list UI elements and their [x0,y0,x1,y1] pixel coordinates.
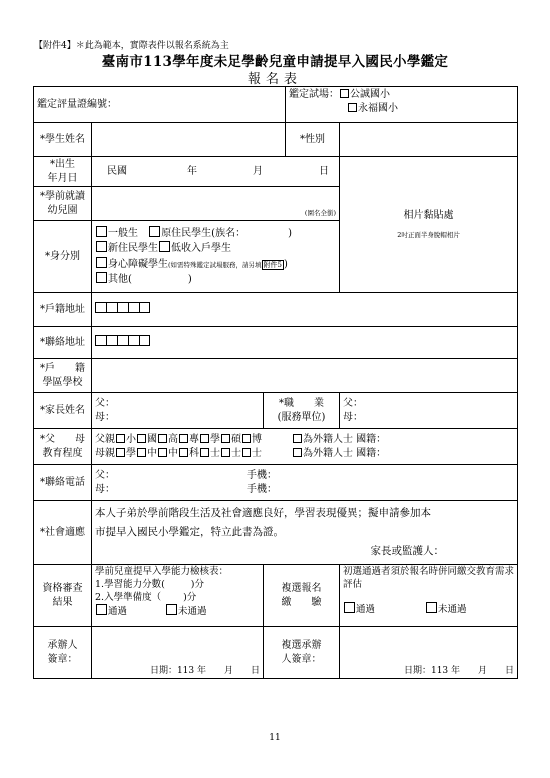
site-yongfu-label: 永福國小 [358,102,398,114]
identity-label: * 身分別 [34,221,92,293]
page-number: 11 [269,733,281,743]
review-pass-checkbox[interactable] [96,604,107,615]
second-officer-label: 複選承辦 人簽章： [264,627,340,679]
site-gongcheng-checkbox[interactable] [340,89,349,98]
social-adapt-statement: 本人子弟於學前階段生活及社會適應良好，學習表現優異；擬申請參加本 市提早入國民小學鑑定，特立此書為證。 家長或監護人： [92,501,518,565]
parent-name-field[interactable]: 父： 母： [92,393,264,429]
mother-foreign-checkbox[interactable] [293,448,302,457]
attachment-5-ref: 附件5 [263,260,283,269]
parent-education-field: 父親 小 國 高 專 學 碩 博 為外籍人士 國籍： 母親 學 中 中 科 士 士 士 為外籍人士 國籍： [92,429,518,465]
kindergarten-hint: (園名全銜) [304,208,336,217]
photo-label: 相片黏貼處 [403,210,454,222]
father-edu-checkbox[interactable] [116,434,125,443]
occupation-label: * 職 業 (服務單位) [264,393,340,429]
form-title: 臺南市113學年度未足學齡兒童申請提早入國民小學鑑定 [101,54,449,70]
father-foreign-checkbox[interactable] [293,434,302,443]
mother-edu-checkbox[interactable] [137,448,146,457]
social-adapt-label: * 社會適應 [34,501,92,565]
mother-edu-checkbox[interactable] [200,448,209,457]
test-site-label: 鑑定試場： [289,89,339,100]
review-checklist: 學前兒童提早入學能力檢核表： 1.學習能力分數( )分 2.入學準備度（ )分 通過 未通過 [92,565,264,627]
identity-general-checkbox[interactable] [96,226,107,237]
guardian-signature[interactable]: 家長或監護人： [370,544,445,557]
student-name-label: * 學生姓名 [34,123,92,157]
mother-edu-checkbox[interactable] [221,448,230,457]
kindergarten-field[interactable] [92,187,340,221]
contact-address-label: * 聯絡地址 [34,327,92,359]
second-fail-checkbox[interactable] [426,602,437,613]
identity-indigenous-checkbox[interactable] [149,226,160,237]
mother-edu-checkbox[interactable] [242,448,251,457]
eval-number-label: 鑑定評量證編號： [37,98,117,110]
father-edu-checkbox[interactable] [221,434,230,443]
photo-hint: 2吋正面半身脫帽相片 [397,230,460,239]
identity-lowincome-checkbox[interactable] [159,241,170,252]
occupation-field[interactable]: 父： 母： [340,393,518,429]
father-edu-checkbox[interactable] [137,434,146,443]
father-edu-checkbox[interactable] [242,434,251,443]
gender-field[interactable] [340,123,518,157]
contact-zip-boxes[interactable] [95,337,150,348]
mother-edu-checkbox[interactable] [179,448,188,457]
photo-area[interactable] [340,157,518,293]
kindergarten-label: * 學前就讀 幼兒園 [34,187,92,221]
student-name-field[interactable] [92,123,286,157]
review-fail-checkbox[interactable] [166,604,177,615]
mother-edu-checkbox[interactable] [158,448,167,457]
review-result-label: 資格審查 結果 [34,565,92,627]
second-review-field: 初選通過者須於報名時併同繳交教育需求評估 通過 未通過 [340,565,518,627]
registration-form-table [33,86,518,679]
household-zip-boxes[interactable] [95,304,150,315]
father-edu-checkbox[interactable] [179,434,188,443]
site-yongfu-checkbox[interactable] [348,103,357,112]
father-edu-checkbox[interactable] [158,434,167,443]
eval-number-cell[interactable] [34,87,286,123]
contact-address-field[interactable] [92,327,518,359]
template-note: 【附件4】＊此為範本，實際表件以報名系統為主 [34,41,229,51]
identity-disabled-checkbox[interactable] [96,257,107,268]
district-school-label: * 戶 籍 學區學校 [34,359,92,393]
identity-newimm-checkbox[interactable] [96,241,107,252]
identity-options: 一般生 原住民學生(族名： ) 新住民學生 低收入戶學生 身心障礙學生(如需特殊鑑定試場服務，請另填 附件5 ) 其他( ) [92,221,340,293]
officer-label: 承辦人 簽章： [34,627,92,679]
second-pass-checkbox[interactable] [344,602,355,613]
gender-label: * 性別 [286,123,340,157]
district-school-field[interactable] [92,359,518,393]
mother-edu-checkbox[interactable] [116,448,125,457]
identity-other-checkbox[interactable] [96,272,107,283]
phone-field[interactable]: 父： 手機： 母： 手機： [92,465,518,501]
second-review-label: 複選報名 繳 驗 [264,565,340,627]
test-site-cell [286,87,518,123]
household-address-label: * 戶籍地址 [34,293,92,327]
birthdate-label: * 出生 年月日 [34,157,92,187]
parent-education-label: * 父 母 教育程度 [34,429,92,465]
form-subtitle: 報名表 [247,72,302,87]
phone-label: * 聯絡電話 [34,465,92,501]
officer-signature-field[interactable]: 日期：113 年 月 日 [92,627,264,679]
parent-name-label: * 家長姓名 [34,393,92,429]
birthdate-field[interactable]: 民國 年 月 日 [92,157,340,187]
site-gongcheng-label: 公誠國小 [350,89,390,100]
household-address-field[interactable] [92,293,518,327]
second-officer-signature-field[interactable]: 日期：113 年 月 日 [340,627,518,679]
father-edu-checkbox[interactable] [200,434,209,443]
